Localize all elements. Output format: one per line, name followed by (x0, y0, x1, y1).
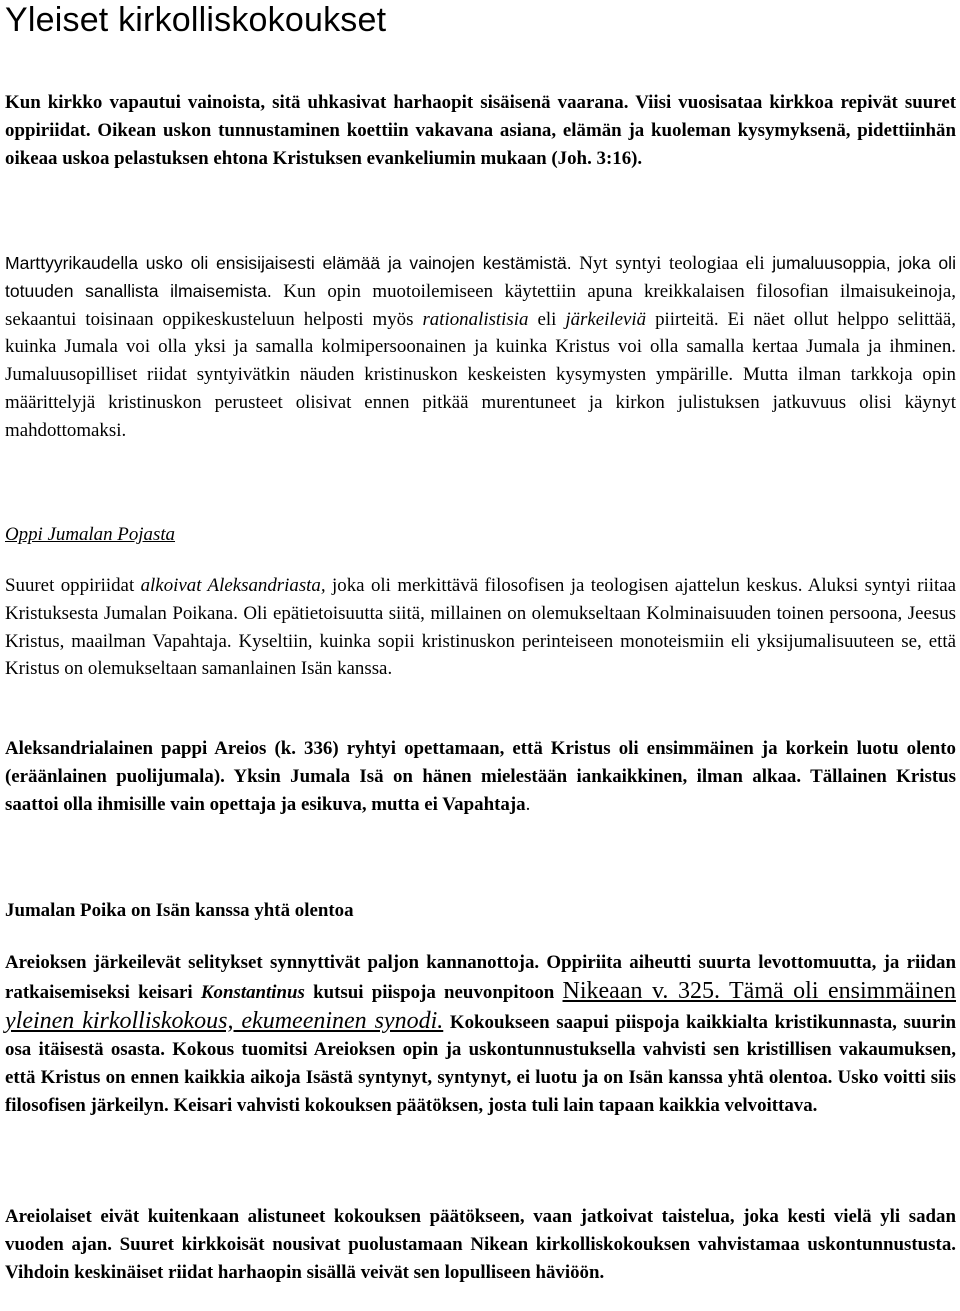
year-text: v. 325. Tämä oli ensimmäinen (642, 977, 956, 1004)
paragraph-areiolaiset: Areiolaiset eivät kuitenkaan alistuneet kokouksen päätökseen, vaan jatkoivat taistelua, joka kesti vielä yli sadan vuoden ajan. Suuret kirkkoisät nousivat puolustamaan Nikean kirkolliskokouksen vahvistamaa uskontunnustusta. Vihdoin keskinäiset riidat harhaopin sisällä veivät sen lopulliseen häviöön. (5, 1206, 956, 1283)
intro-sentence-2: Oikean uskon tunnustaminen koettiin vakavana asiana, elämän ja kuoleman kysymyksenä, pidettiinhän oikeaa uskoa pelastuksen ehtona Kristuksen evankeliumin mukaan (Joh. 3:16). (5, 119, 956, 169)
text-segment: Nyt syntyi teologiaa eli (571, 253, 773, 274)
text-segment: Kun opin muotoilemiseen käytettiin apuna kreikkalaisen filosofian ilmaisukeinoja, sekaantui toisinaan oppikeskusteluun helposti myös (5, 280, 956, 330)
emphasis-rationalistisia: rationalistisia (422, 308, 529, 330)
text-segment: piirteitä. Ei näet ollut helppo selittää, kuinka Jumala voi olla yksi ja samalla kolmipersoonainen ja kuinka Kristus voi olla samalla kertaa Jumala ja ihminen. Jumaluusopilliset riidat syntyivätkin näuden kristinuskon keskeisten kysymysten ympärille. Mutta ilman tarkkoja opin määrittelyjä kristinuskon perusteet olisivat ennen pitkää murentuneet ja kirkon julistuksen jatkuvuus olisi käynyt mahdottomaksi. (5, 308, 957, 441)
paragraph-areios (5, 735, 956, 818)
text-segment: Suuret oppiriidat (5, 575, 141, 596)
intro-sentence-1: Kun kirkko vapautui vainoista, sitä uhkasivat harhaopit sisäisenä vaarana. Viisi vuosisataa kirkkoa repivät suuret oppiriidat. (5, 92, 956, 141)
text-segment: Areioksen järkeilevät selitykset synnyttivät paljon kannanottoja. Oppiriita aiheutti suurta levottomuutta, ja riidan ratkaisemiseksi keisari (5, 952, 956, 1003)
text-segment: eli (528, 308, 566, 330)
text-segment: . (525, 793, 531, 815)
sans-sentence-2: jumaluusoppia, joka oli totuuden sanallista ilmaisemista. (5, 253, 956, 301)
paragraph-aleksandria (5, 572, 956, 683)
emphasis-konstantinus: Konstantinus (200, 981, 305, 1003)
text-segment: kutsui piispoja neuvonpitoon (304, 981, 563, 1003)
text-segment: joka oli merkittävä filosofisen ja teologisen ajattelun keskus. Aluksi syntyi riitaa Kristuksesta Jumalan Poikana. Oli epätietoisuutta siitä, millainen on olemukseltaan Kolminaisuuden toinen persoona, Jeesus Kristus, maailman Vapahtaja. Kyseltiin, kuinka sopii kristinuskon perinteiseen monoteismiin eli yksijumalisuuteen se, että Kristus on olemukseltaan samanlainen Isän kanssa. (5, 575, 957, 680)
nikeaan-link-text: Nikeaan (562, 977, 643, 1004)
emphasis-aleksandria: alkoivat Aleksandriasta, (140, 575, 326, 596)
intro-paragraph (5, 89, 956, 172)
ekumeeninen-synodi-text: yleinen kirkolliskokous, ekumeeninen synodi. (5, 1007, 444, 1034)
paragraph-martyr-era (5, 250, 956, 445)
page-title: Yleiset kirkolliskokoukset (5, 1, 387, 39)
emphasis-jarkeilevia: järkeileviä (565, 308, 647, 330)
paragraph-nikea (5, 949, 956, 1120)
section-heading-poika: Jumalan Poika on Isän kanssa yhtä olentoa (5, 900, 354, 921)
sans-sentence-1: Marttyyrikaudella usko oli ensisijaisesti elämää ja vainojen kestämistä. (5, 253, 572, 273)
section-heading-oppi: Oppi Jumalan Pojasta (5, 524, 176, 545)
text-segment: Kokoukseen saapui piispoja kaikkialta kristikunnasta, suurin osa itäisestä osasta. Kokous tuomitsi Areioksen opin ja uskontunnustuksella vahvisti sen kristillisen vakaumuksen, että Kristus on ennen kaikkia aikoja Isästä syntynyt, syntynyt, ei luotu ja on Isän kanssa yhtä olentoa. Usko voitti siis filosofisen järkeilyn. Keisari vahvisti kokouksen päätöksen, josta tuli lain tapaan kaikkia velvoittava. (5, 1011, 957, 1116)
bold-text: Aleksandrialainen pappi Areios (k. 336) ryhtyi opettamaan, että Kristus oli ensimmäinen ja korkein luotu olento (eräänlainen puolijumala). Yksin Jumala Isä on hänen mielestään iankaikkinen, ilman alkaa. Tällainen Kristus saattoi olla ihmisille vain opettaja ja esikuva, mutta ei Vapahtaja (5, 738, 956, 815)
